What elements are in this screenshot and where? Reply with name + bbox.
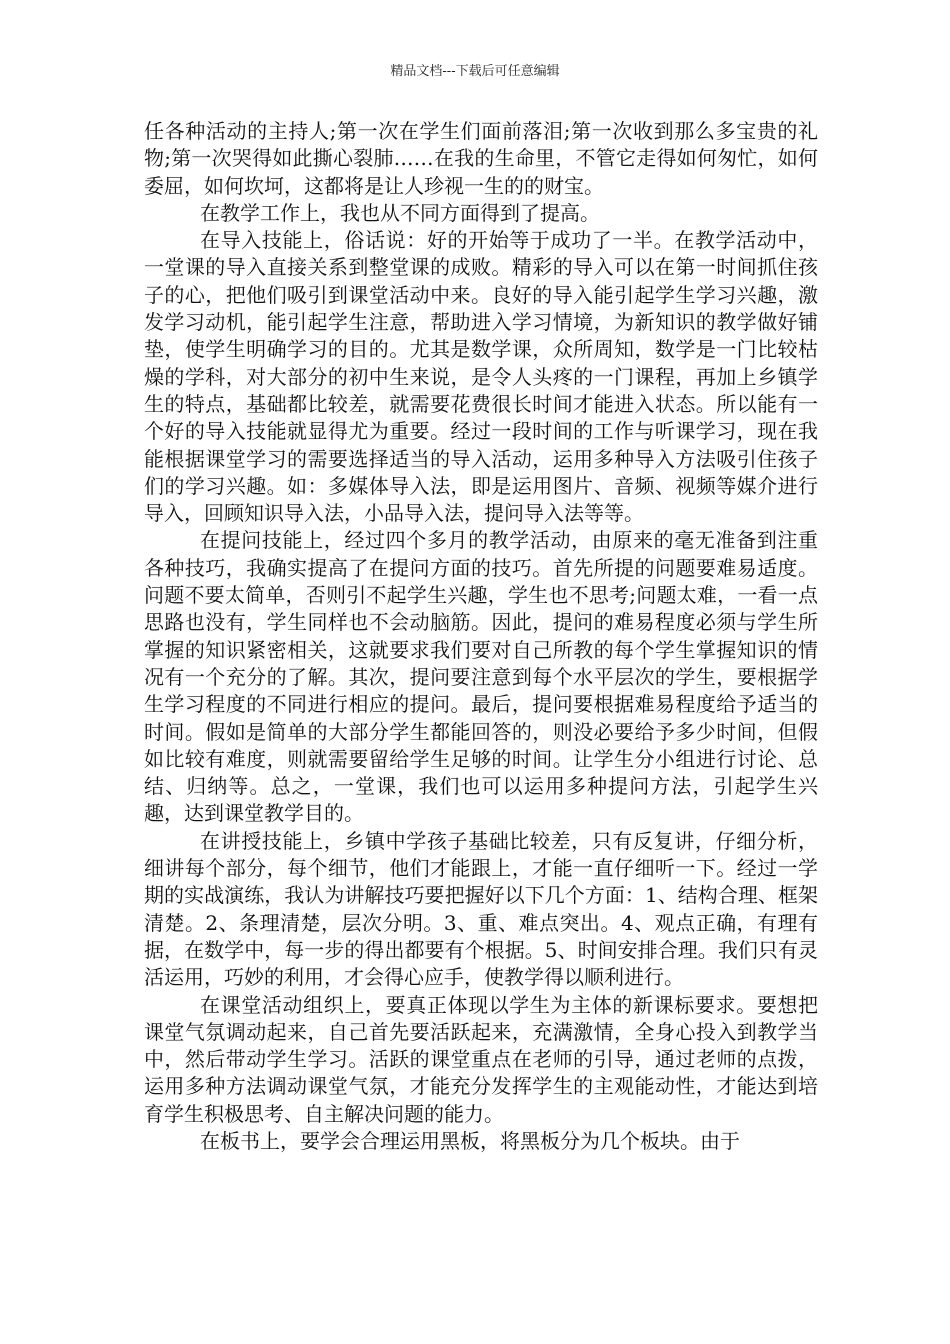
paragraph-lecturing-skill: 在讲授技能上，乡镇中学孩子基础比较差，只有反复讲，仔细分析，细讲每个部分，每个细节，他们才能跟上，才能一直仔细听一下。经过一学期的实战演练，我认为讲解技巧要把握好以下几个方面：1、结构合理、框架清楚。2、条理清楚，层次分明。3、重、难点突出。4、观点正确，有理有据，在数学中，每一步的得出都要有个根据。5、时间安排合理。我们只有灵活运用，巧妙的利用，才会得心应手，使教学得以顺利进行。 — [144, 828, 818, 990]
page-header: 精品文档---下载后可任意编辑 — [390, 64, 560, 79]
paragraph-classroom-activity: 在课堂活动组织上，要真正体现以学生为主体的新课标要求。要想把课堂气氛调动起来，自己首先要活跃起来，充满激情，全身心投入到教学当中，然后带动学生学习。活跃的课堂重点在老师的引导，通过老师的点拨，运用多种方法调动课堂气氛，才能充分发挥学生的主观能动性，才能达到培育学生积极思考、自主解决问题的能力。 — [144, 992, 818, 1126]
paragraph-teaching-work: 在教学工作上，我也从不同方面得到了提高。 — [200, 200, 600, 225]
paragraph-questioning-skill: 在提问技能上，经过四个多月的教学活动，由原来的毫无准备到注重各种技巧，我确实提高了在提问方面的技巧。首先所提的问题要难易适度。问题不要太简单，否则引不起学生兴趣，学生也不思考;问题太难，一看一点思路也没有，学生同样也不会动脑筋。因此，提问的难易程度必须与学生所掌握的知识紧密相关，这就要求我们要对自己所教的每个学生掌握知识的情况有一个充分的了解。其次，提问要注意到每个水平层次的学生，要根据学生学习程度的不同进行相应的提问。最后，提问要根据难易程度给予适当的时间。假如是简单的大部分学生都能回答的，则没必要给予多少时间，但假如比较有难度，则就需要留给学生足够的时间。让学生分小组进行讨论、总结、归纳等。总之，一堂课，我们也可以运用多种提问方法，引起学生兴趣，达到课堂教学目的。 — [144, 528, 818, 826]
paragraph-continuation: 任各种活动的主持人;第一次在学生们面前落泪;第一次收到那么多宝贵的礼物;第一次哭得如此撕心裂肺……在我的生命里，不管它走得如何匆忙，如何委屈，如何坎坷，这都将是让人珍视一生的的财宝。 — [144, 119, 818, 198]
paragraph-introduction-skill: 在导入技能上，俗话说：好的开始等于成功了一半。在教学活动中，一堂课的导入直接关系到整堂课的成败。精彩的导入可以在第一时间抓住孩子的心，把他们吸引到课堂活动中来。良好的导入能引起学生学习兴趣，激发学习动机，能引起学生注意，帮助进入学习情境，为新知识的教学做好铺垫，使学生明确学习的目的。尤其是数学课，众所周知，数学是一门比较枯燥的学科，对大部分的初中生来说，是令人头疼的一门课程，再加上乡镇学生的特点，基础都比较差，就需要花费很长时间才能进入状态。所以能有一个好的导入技能就显得尤为重要。经过一段时间的工作与听课学习，现在我能根据课堂学习的需要选择适当的导入活动，运用多种导入方法吸引住孩子们的学习兴趣。如：多媒体导入法，即是运用图片、音频、视频等媒介进行导入，回顾知识导入法，小品导入法，提问导入法等等。 — [144, 228, 818, 526]
document-body — [144, 118, 818, 1155]
paragraph-blackboard: 在板书上，要学会合理运用黑板，将黑板分为几个板块。由于 — [200, 1128, 740, 1153]
